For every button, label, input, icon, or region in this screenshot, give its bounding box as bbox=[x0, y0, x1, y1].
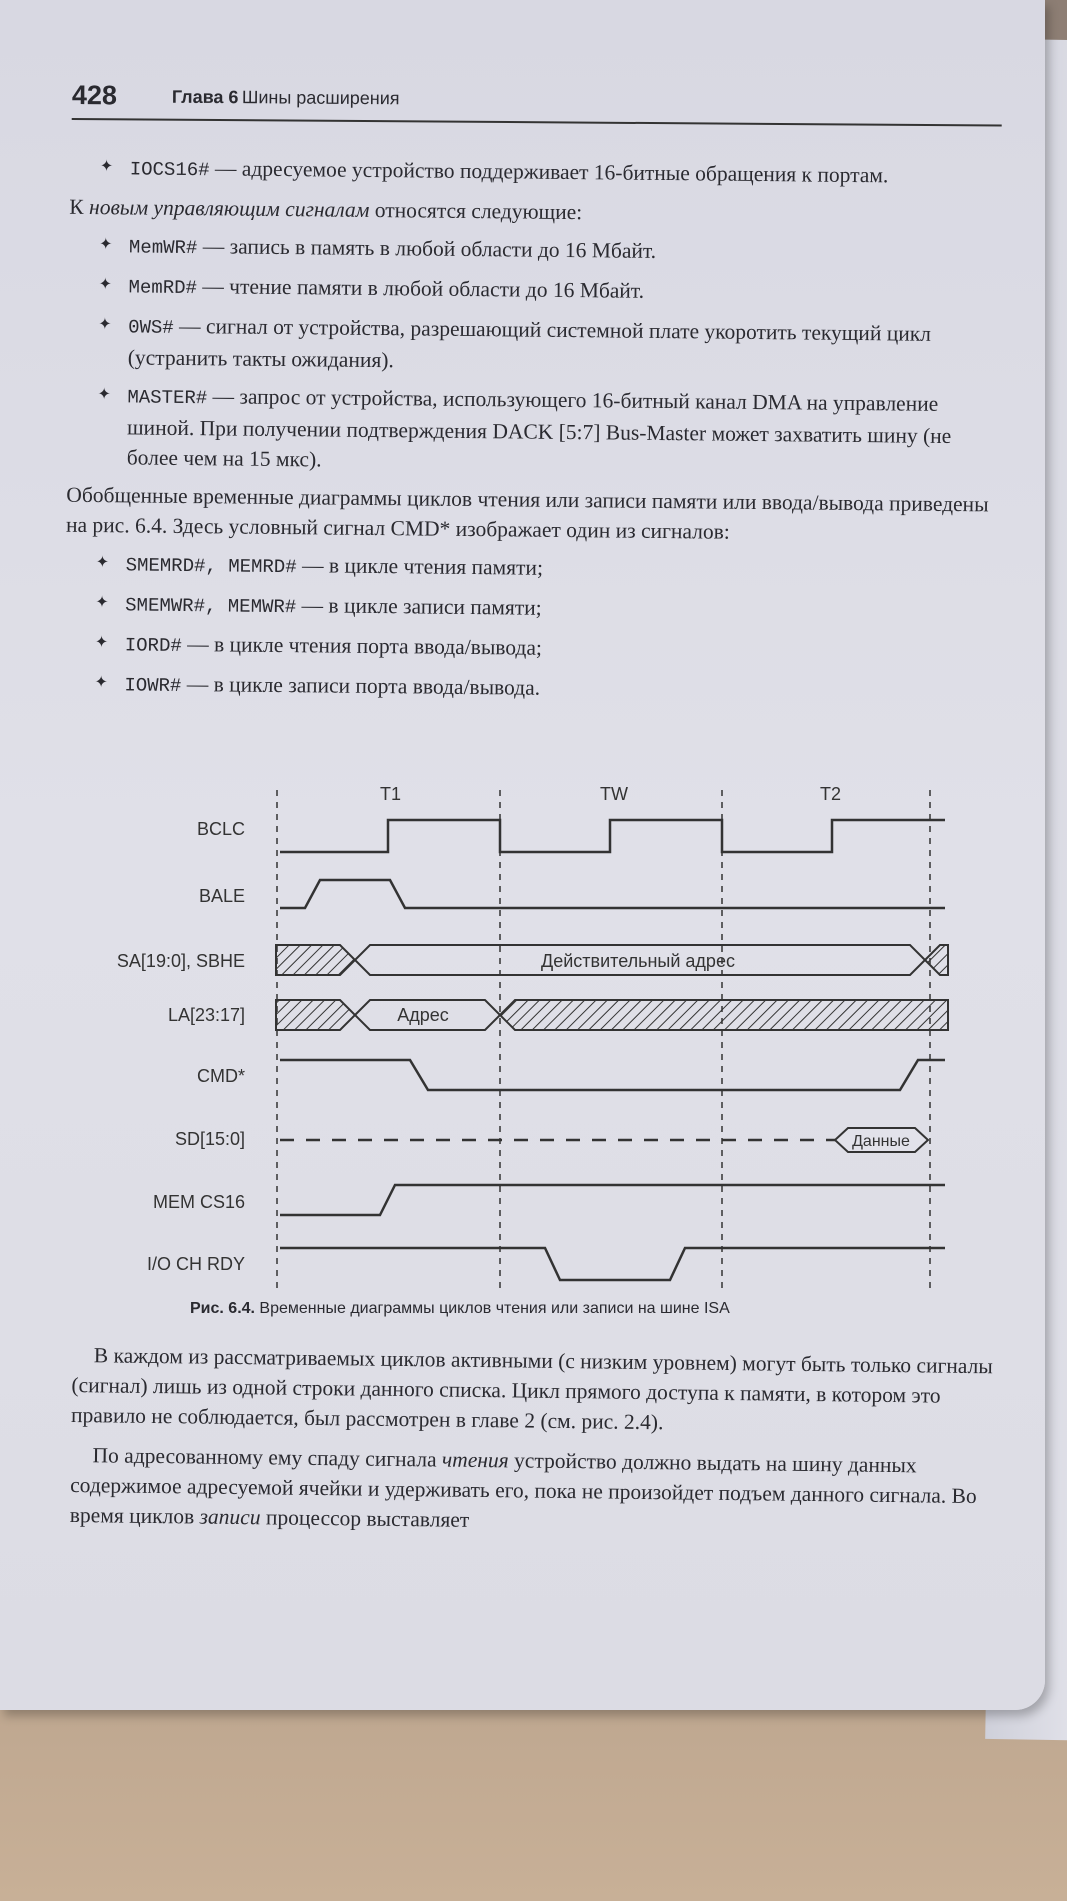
chapter-title: Шины расширения bbox=[241, 87, 400, 109]
bullet-text: — в цикле чтения порта ввода/вывода; bbox=[181, 631, 543, 660]
signal-code: IOCS16# bbox=[129, 158, 210, 182]
paragraph-control-intro bbox=[69, 192, 1004, 232]
timing-diagram bbox=[90, 770, 960, 1330]
bullet-item bbox=[87, 380, 1003, 482]
waveform-memcs16 bbox=[280, 1185, 945, 1215]
signal-code: MemRD# bbox=[128, 276, 198, 300]
waveform-bclc bbox=[280, 820, 945, 852]
body-text-top bbox=[65, 148, 1005, 718]
page-number: 428 bbox=[71, 80, 118, 111]
text-fragment: По адресованному ему спаду сигнала bbox=[92, 1443, 443, 1472]
signal-code: SMEMRD#, MEMRD# bbox=[125, 554, 297, 579]
phase-label-tw: TW bbox=[600, 784, 628, 804]
bullet-item bbox=[88, 270, 1003, 312]
signal-label-bale: BALE bbox=[198, 886, 245, 906]
sd-data-label: Данные bbox=[852, 1133, 910, 1150]
figure-caption bbox=[190, 1300, 730, 1318]
signal-code: SMEMWR#, MEMWR# bbox=[125, 594, 297, 619]
bullet-text: — запрос от устройства, использующего 16-битный канал DMA на управление шиной. При получении подтверждения DACK [5:7] Bus-Master может захватить шину (не более чем на 15 мкс). bbox=[126, 384, 952, 472]
la-address-label: Адрес bbox=[397, 1005, 449, 1025]
text-fragment: устройство должно выдать на шину данных содержимое адресуемой ячейки и удерживать его, пока не произойдет подъем данного сигнала. Во время циклов bbox=[69, 1448, 977, 1529]
waveform-la-invalid-start bbox=[276, 1000, 355, 1030]
bullet-text: — в цикле записи порта ввода/вывода. bbox=[181, 671, 541, 700]
signal-code: 0WS# bbox=[128, 316, 174, 339]
signal-code: IORD# bbox=[124, 634, 182, 657]
bullet-item bbox=[90, 152, 1005, 194]
phase-label-t2: T2 bbox=[820, 784, 842, 804]
signal-label-sa: SA[19:0], SBHE bbox=[116, 951, 245, 971]
waveform-la-invalid-end bbox=[500, 1000, 948, 1030]
emphasis: новым управляющим сигналам bbox=[88, 194, 370, 222]
bullet-item bbox=[84, 668, 999, 710]
signal-label-cmd: CMD* bbox=[197, 1066, 245, 1086]
text-fragment: процессор выставляет bbox=[260, 1505, 470, 1532]
signal-label-sd: SD[15:0] bbox=[174, 1129, 245, 1149]
bullet-text: — адресуемое устройство поддерживает 16-битные обращения к портам. bbox=[209, 156, 889, 188]
bullet-item bbox=[85, 588, 1000, 630]
chapter-label: Глава 6 bbox=[171, 86, 239, 108]
bullet-text: — сигнал от устройства, разрешающий системной плате укоротить текущий цикл (устранить такты ожидания). bbox=[127, 313, 932, 373]
waveform-cmd bbox=[280, 1060, 945, 1090]
bullet-item bbox=[88, 310, 1004, 382]
bullet-item bbox=[89, 230, 1004, 272]
paragraph-timing: Обобщенные временные диаграммы циклов чтения или записи памяти или ввода/вывода приведены на рис. 6.4. Здесь условный сигнал CMD* изображает один из сигналов: bbox=[65, 482, 989, 544]
phase-label-t1: T1 bbox=[380, 784, 402, 804]
signal-label-memcs16: MEM CS16 bbox=[152, 1192, 245, 1212]
figure-caption-label: Рис. 6.4. bbox=[190, 1300, 255, 1317]
body-text-bottom bbox=[70, 1340, 1002, 1551]
waveform-bale bbox=[280, 880, 945, 908]
signal-label-iochrdy: I/O CH RDY bbox=[146, 1254, 245, 1274]
signal-code: IOWR# bbox=[124, 674, 182, 697]
signal-label-bclc: BCLC bbox=[196, 819, 245, 839]
text-fragment: К bbox=[69, 194, 90, 219]
waveform-sa-invalid-end bbox=[925, 945, 948, 975]
waveform-iochrdy bbox=[280, 1248, 945, 1280]
signal-code: MemWR# bbox=[128, 236, 198, 260]
bullet-text: — в цикле записи памяти; bbox=[296, 593, 542, 620]
signal-label-la: LA[23:17] bbox=[167, 1005, 245, 1025]
figure-caption-text: Временные диаграммы циклов чтения или записи на шине ISA bbox=[254, 1300, 730, 1317]
emphasis: чтения bbox=[441, 1447, 509, 1473]
signal-code: MASTER# bbox=[127, 386, 208, 410]
sa-valid-address-label: Действительный адрес bbox=[541, 951, 735, 971]
page-header bbox=[72, 80, 1002, 126]
bullet-item bbox=[85, 548, 1000, 590]
text-fragment: относятся следующие: bbox=[369, 197, 583, 225]
bullet-text: — запись в память в любой области до 16 Мбайт. bbox=[197, 234, 657, 263]
waveform-sa-invalid-start bbox=[276, 945, 355, 975]
emphasis: записи bbox=[199, 1504, 261, 1530]
bullet-item bbox=[85, 628, 1000, 670]
bullet-text: — в цикле чтения памяти; bbox=[296, 553, 544, 580]
paragraph-active-signals: В каждом из рассматриваемых циклов активными (с низким уровнем) могут быть только сигналы (сигнал) лишь из одной строки данного списка. Цикл прямого доступа к памяти, в котором это правило не соблюдается, был рассмотрен в главе 2 (см. рис. 2.4). bbox=[70, 1343, 993, 1435]
bullet-text: — чтение памяти в любой области до 16 Мбайт. bbox=[196, 274, 645, 303]
paragraph-read-cycle bbox=[70, 1440, 1001, 1541]
